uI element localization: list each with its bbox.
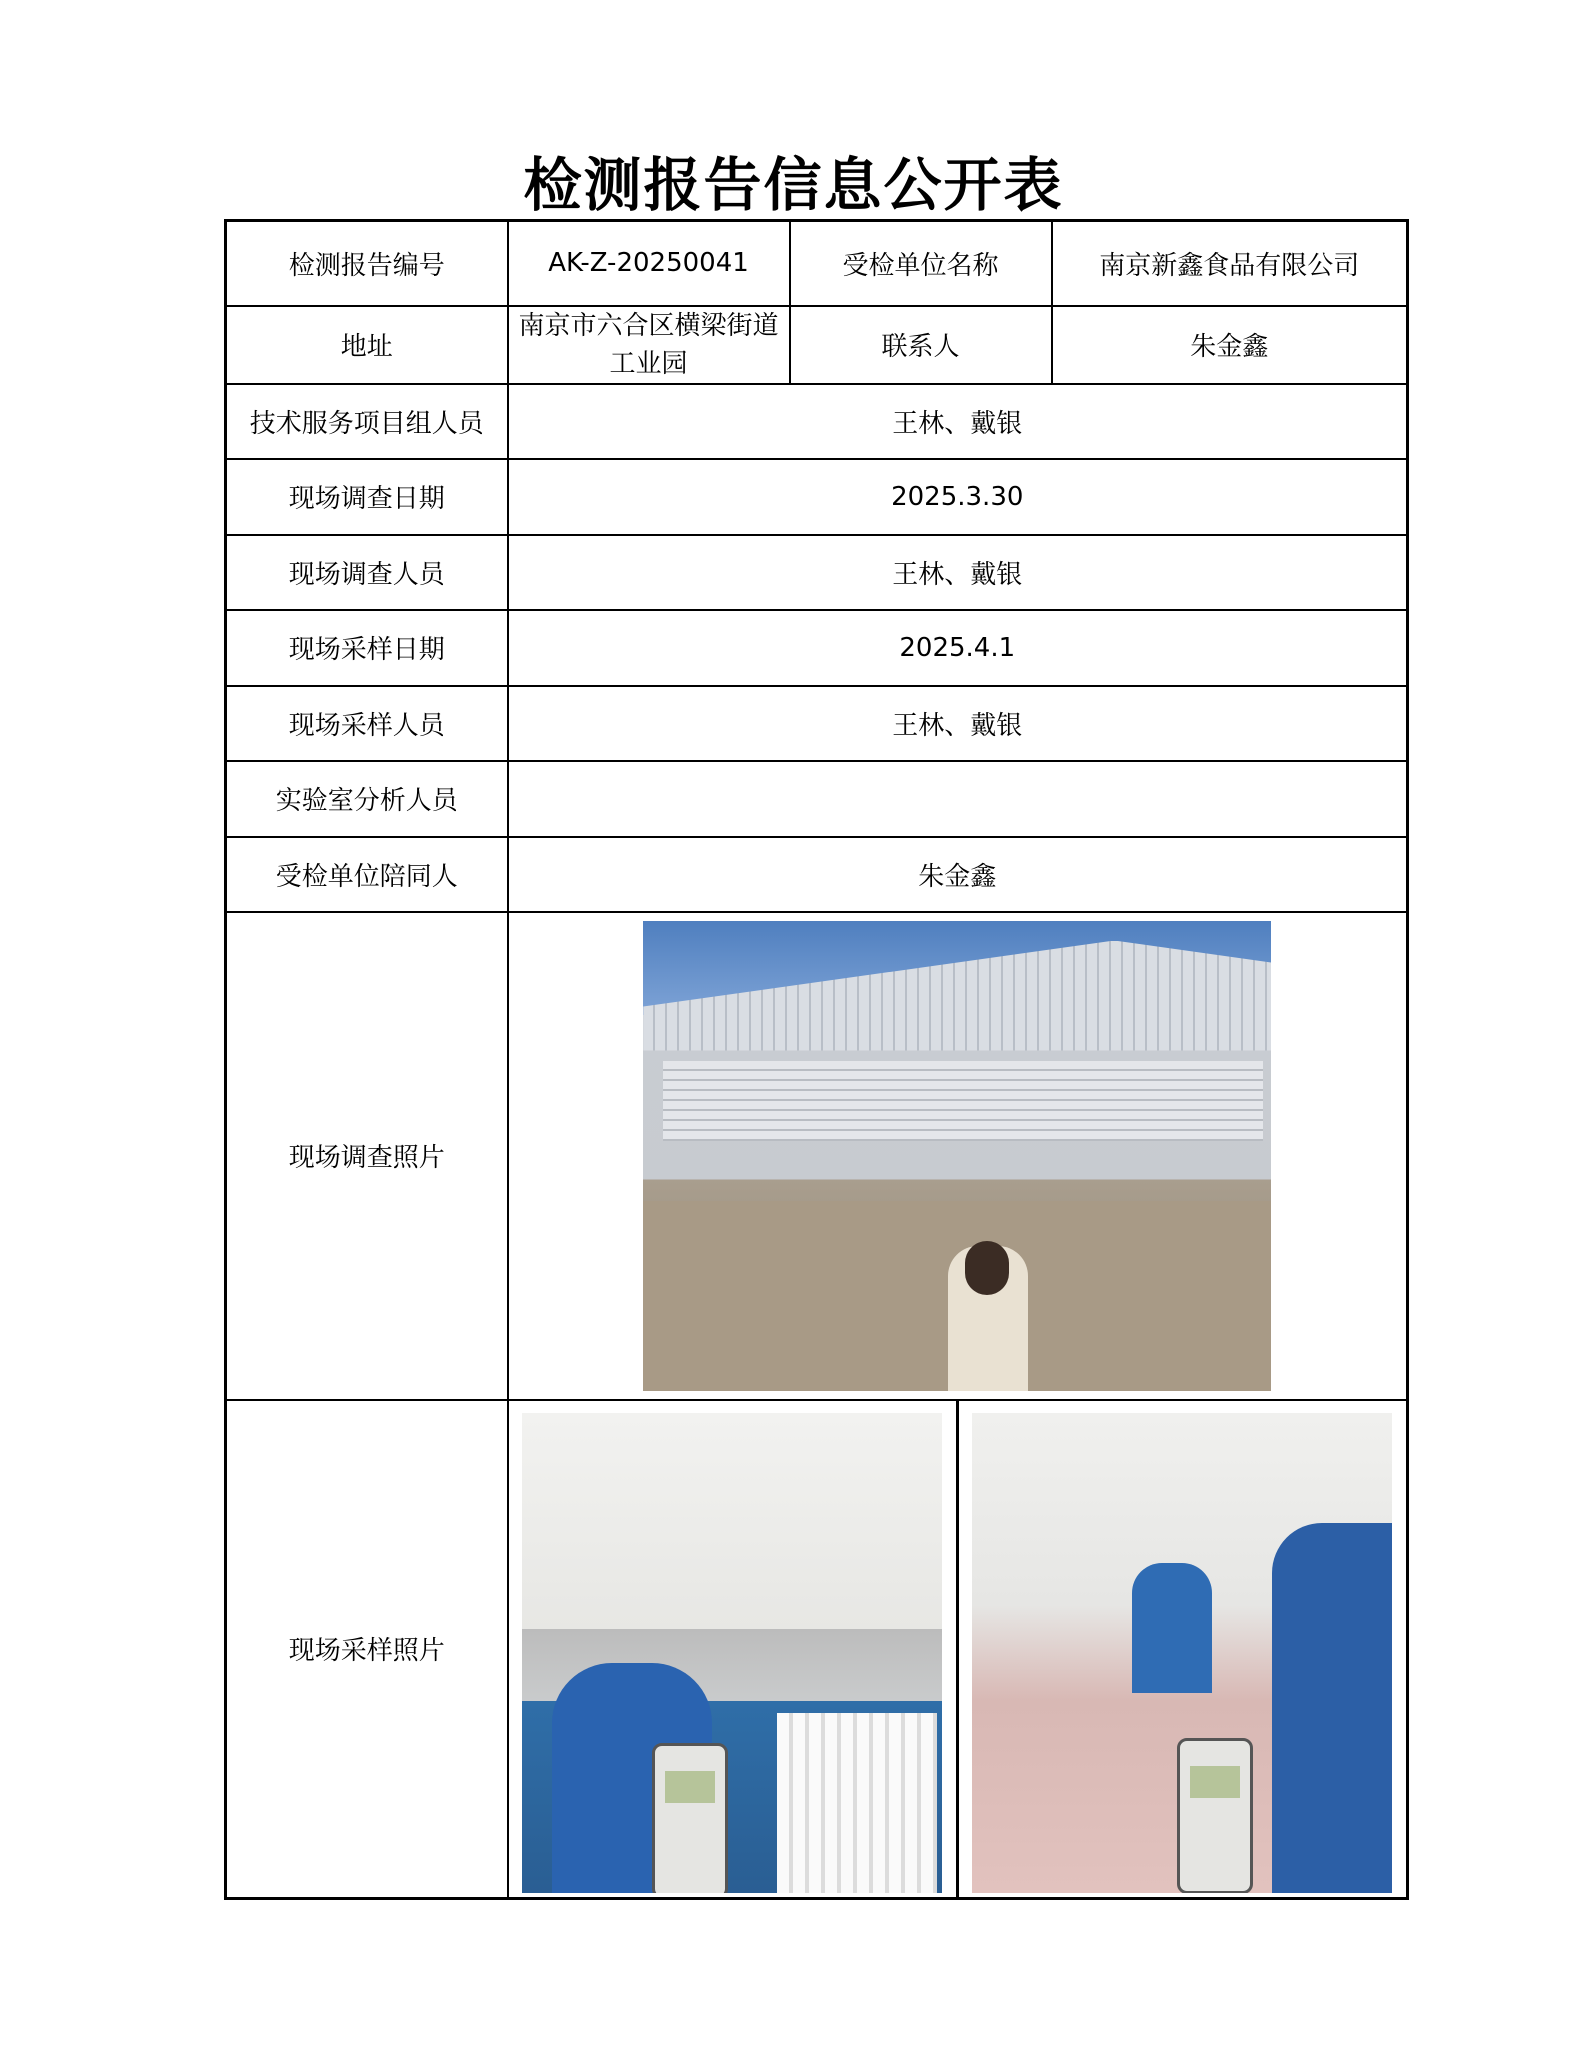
building-roof	[643, 941, 1271, 1051]
address-value: 南京市六合区横梁街道工业园	[508, 306, 790, 384]
table-row	[226, 912, 1408, 1400]
sampling-staff-label: 现场采样人员	[226, 686, 508, 761]
table-row	[226, 384, 1408, 459]
unit-name-value: 南京新鑫食品有限公司	[1052, 221, 1408, 306]
sampling-photo-cell	[508, 1400, 1408, 1899]
survey-date-value: 2025.3.30	[508, 459, 1408, 535]
survey-staff-label: 现场调查人员	[226, 535, 508, 610]
lab-staff-value	[508, 761, 1408, 837]
sampling-date-value: 2025.4.1	[508, 610, 1408, 686]
escort-value: 朱金鑫	[508, 837, 1408, 912]
report-no-label: 检测报告编号	[226, 221, 508, 306]
table-row	[226, 761, 1408, 837]
page-title: 检测报告信息公开表	[523, 151, 1064, 219]
company-sign	[663, 1061, 1263, 1141]
sampling-photo-2	[972, 1413, 1392, 1893]
survey-photo-cell	[508, 912, 1408, 1400]
sound-meter	[1177, 1738, 1253, 1893]
table-row	[226, 459, 1408, 535]
sampling-photo-1	[522, 1413, 942, 1893]
unit-name-label: 受检单位名称	[790, 221, 1052, 306]
sampling-staff-value: 王林、戴银	[508, 686, 1408, 761]
escort-label: 受检单位陪同人	[226, 837, 508, 912]
lab-staff-label: 实验室分析人员	[226, 761, 508, 837]
sampling-date-label: 现场采样日期	[226, 610, 508, 686]
survey-date-label: 现场调查日期	[226, 459, 508, 535]
table-row	[226, 686, 1408, 761]
report-table	[224, 219, 1409, 1900]
sound-meter	[652, 1743, 728, 1893]
team-label: 技术服务项目组人员	[226, 384, 508, 459]
table-row	[226, 1400, 1408, 1899]
worker-figure	[1272, 1523, 1392, 1893]
report-no-value: AK-Z-20250041	[508, 221, 790, 306]
worker-figure	[1132, 1563, 1212, 1693]
address-label: 地址	[226, 306, 508, 384]
contact-value: 朱金鑫	[1052, 306, 1408, 384]
table-row	[226, 221, 1408, 306]
survey-staff-value: 王林、戴银	[508, 535, 1408, 610]
contact-label: 联系人	[790, 306, 1052, 384]
survey-photo	[643, 921, 1271, 1391]
table-row	[226, 535, 1408, 610]
table-row	[226, 837, 1408, 912]
team-value: 王林、戴银	[508, 384, 1408, 459]
survey-photo-label: 现场调查照片	[226, 912, 508, 1400]
person-head	[965, 1241, 1009, 1295]
table-row	[226, 610, 1408, 686]
crate	[777, 1713, 937, 1893]
sampling-photo-label: 现场采样照片	[226, 1400, 508, 1899]
table-row	[226, 306, 1408, 384]
